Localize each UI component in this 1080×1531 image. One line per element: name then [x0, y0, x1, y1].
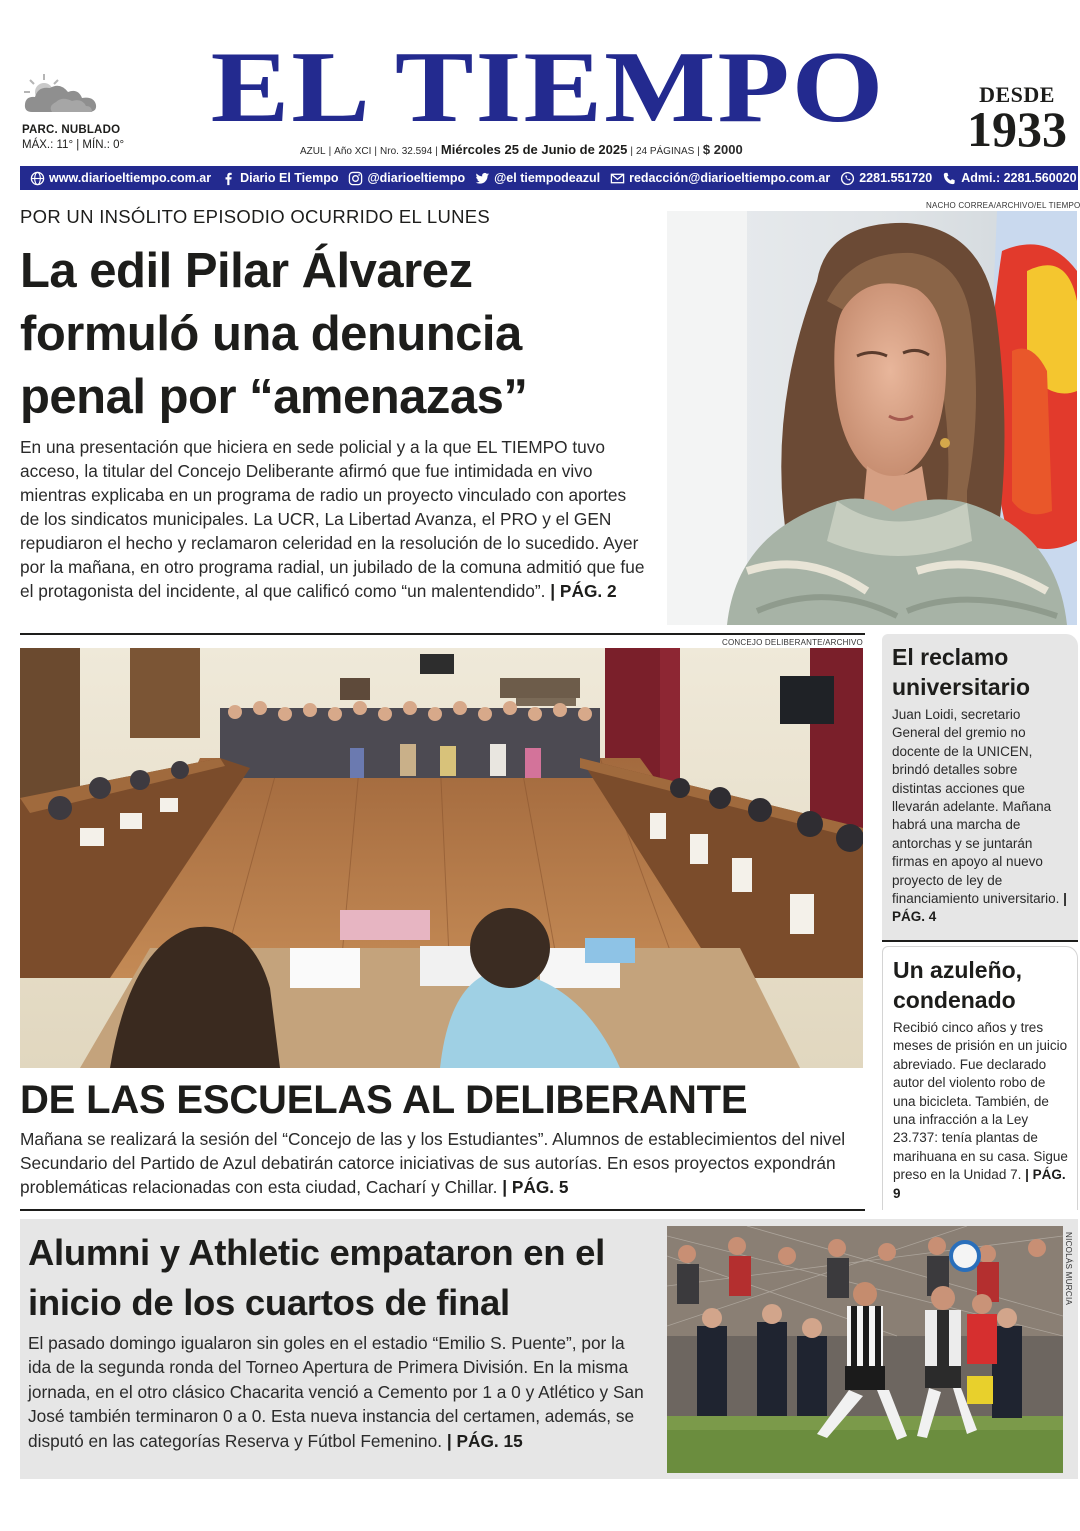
second-page-ref[interactable]: | PÁG. 5 [502, 1177, 569, 1197]
phone-link[interactable] [840, 171, 932, 186]
dateline-pages: 24 PÁGINAS [635, 146, 695, 157]
lead-deck-text: En una presentación que hiciera en sede policial y a la que EL TIEMPO tuvo acceso, la titular del Concejo Deliberante afirmó que fue intimidada en vivo mientras explicaba en un programa de radio un proyecto vinculado con aportes de los sindicatos municipales. La UCR, La Libertad Avanza, el PRO y el GEN repudiaron el hecho y reclamaron celeridad en la resolución de lo sucedido. Ayer por la mañana, en otro programa radial, un jubilado de la comuna admitió que fue el protagonista del incidente, al que calificó como “un malentendido”. [20, 437, 645, 601]
sidebar-body-text: Recibió cinco años y tres meses de prisión en un juicio abreviado. Fue declarado autor del violento robo de una bicicleta. También, de una infracción a la Ley 23.737: tenía plantas de marihuana en su casa. Sigue preso en la Unidad 7. [893, 1020, 1068, 1183]
email-link[interactable] [610, 171, 830, 186]
since-badge [960, 82, 1074, 157]
sports-page-ref[interactable]: | PÁG. 15 [446, 1430, 523, 1451]
facebook-text: Diario El Tiempo [240, 171, 339, 185]
dateline-year: Año XCI [334, 146, 372, 157]
lead-kicker: POR UN INSÓLITO EPISODIO OCURRIDO EL LUNES [20, 206, 491, 227]
twitter-link[interactable] [475, 171, 600, 186]
facebook-link[interactable] [221, 171, 338, 186]
dateline-issue: Nro. 32.594 [380, 146, 433, 157]
soccer-match-photo[interactable] [667, 1226, 1063, 1473]
lead-photo[interactable] [667, 211, 1077, 625]
whatsapp-icon [840, 171, 855, 186]
divider-rule [20, 1209, 865, 1211]
lead-photo-credit: NACHO CORREA/ARCHIVO/EL TIEMPO [926, 201, 1080, 210]
sidebar-page-ref[interactable]: | PÁG. 4 [892, 891, 1067, 925]
dateline-date: Miércoles 25 de Junio de 2025 [440, 142, 628, 157]
sidebar-body-text: Juan Loidi, secretario General del gremio no docente de la UNICEN, brindó detalles sobre distintas acciones que llevarán adelante. Mañana habrá una marcha de antorchas y se juntarán firmas en apoyo al nuevo proyecto de ley de financiamiento universitario. [892, 707, 1060, 907]
sidebar-page-ref[interactable]: | PÁG. 9 [893, 1167, 1066, 1201]
twitter-text: @el tiempodeazul [494, 171, 601, 185]
lead-headline[interactable]: La edil Pilar Álvarez formuló una denuncia penal por “amenazas” [20, 244, 528, 424]
sports-photo-credit: NICOLÁS MURCIA [1064, 1232, 1073, 1306]
divider-rule [882, 940, 1078, 942]
instagram-link[interactable] [348, 171, 465, 186]
phone-text: 2281.551720 [859, 171, 933, 185]
council-session-photo[interactable] [20, 648, 863, 1068]
sidebar-story-university[interactable] [882, 634, 1078, 940]
lead-page-ref[interactable]: | PÁG. 2 [550, 581, 617, 601]
sidebar-title: El reclamo universitario [892, 644, 1031, 700]
admin-phone-text: Admi.: 2281.560020 [961, 171, 1077, 185]
weather-temps: MÁX.: 11° | MÍN.: 0° [22, 139, 125, 151]
sidebar-body [883, 1015, 1077, 1209]
divider-rule [20, 633, 865, 635]
facebook-icon [221, 171, 236, 186]
sidebar-title: Un azuleño, condenado [893, 957, 1023, 1013]
phone-icon [942, 171, 957, 186]
instagram-text: @diarioeltiempo [367, 171, 466, 185]
instagram-icon [348, 171, 363, 186]
dateline: AZUL | Año XCI | Nro. 32.594 | Miércoles 25 de Junio de 2025 | 24 PÁGINAS | $ 2000 [300, 142, 743, 157]
globe-icon [30, 171, 45, 186]
dateline-price: $ 2000 [702, 142, 743, 157]
second-headline[interactable]: DE LAS ESCUELAS AL DELIBERANTE [20, 1078, 748, 1122]
lead-deck [20, 435, 648, 603]
second-photo-credit: CONCEJO DELIBERANTE/ARCHIVO [722, 638, 863, 647]
envelope-icon [610, 171, 625, 186]
weather-condition: PARC. NUBLADO [22, 124, 121, 136]
sports-deck [28, 1331, 648, 1453]
email-text: redacción@diarioeltiempo.com.ar [629, 171, 831, 185]
since-label: DESDE [979, 82, 1055, 107]
dateline-city: AZUL [300, 146, 326, 157]
sidebar-body [882, 702, 1078, 933]
website-link[interactable] [30, 171, 211, 186]
second-deck-text: Mañana se realizará la sesión del “Concejo de las y los Estudiantes”. Alumnos de establecimientos del nivel Secundario del Partido de Azul debatirán catorce iniciativas de sus autorías. En esos proyectos expondrán problemáticas relacionadas con esta ciudad, Cacharí y Chillar. [20, 1129, 846, 1197]
since-year: 1933 [967, 101, 1067, 157]
admin-phone-link[interactable] [942, 171, 1076, 186]
sports-deck-text: El pasado domingo igualaron sin goles en el estadio “Emilio S. Puente”, por la ida de la segunda ronda del Torneo Apertura de Primera División. En la misma jornada, en el otro clásico Chacarita venció a Cemento por 1 a 0 y Atlético y San José también terminaron 0 a 0. Esta nueva instancia del certamen, además, se disputó en las categorías Reserva y Fútbol Femenino. [28, 1333, 644, 1451]
twitter-icon [475, 171, 490, 186]
partly-cloudy-icon [22, 72, 102, 116]
sidebar-story-conviction[interactable] [882, 946, 1078, 1210]
second-deck [20, 1127, 865, 1199]
newspaper-logo: EL TIEMPO [210, 30, 886, 144]
contact-bar [20, 166, 1078, 190]
sports-headline[interactable]: Alumni y Athletic empataron en el inicio de los cuartos de final [28, 1232, 605, 1323]
website-text: www.diarioeltiempo.com.ar [49, 171, 212, 185]
